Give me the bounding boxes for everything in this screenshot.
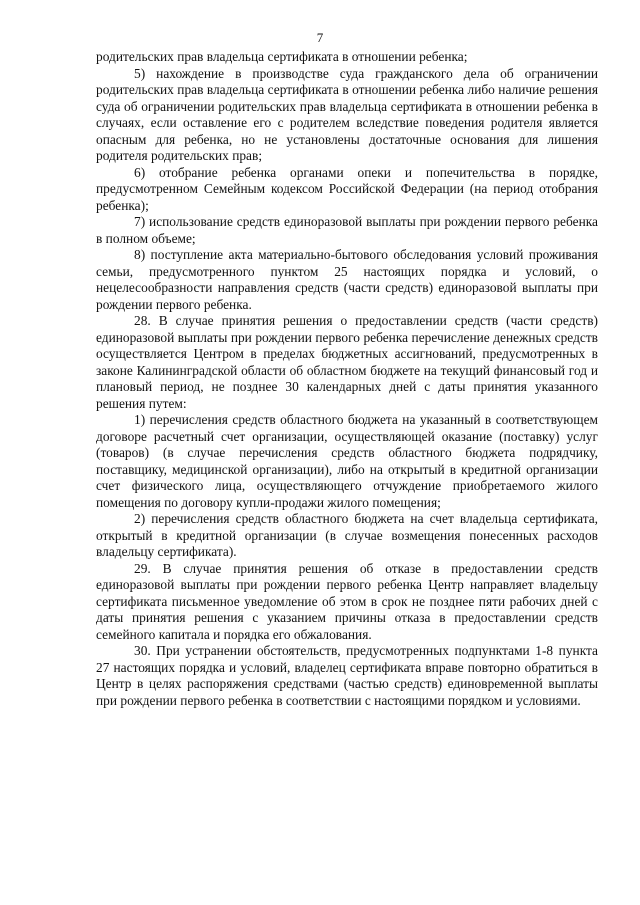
- paragraph-subitem-1: 1) перечисления средств областного бюджета на указанный в соответствующем договоре расчетный счет организации, осуществляющей оказание (поставку) услуг (товаров) (в случае перечисления средств областного бюджета подрядчику, поставщику, медицинской организации), либо на открытый в кредитной организации счет физического лица, осуществляющего отчуждение приобретаемого жилого помещения по договору купли-продажи жилого помещения;: [96, 412, 598, 510]
- paragraph-clause-30: 30. При устранении обстоятельств, предусмотренных подпунктами 1-8 пункта 27 настоящих порядка и условий, владелец сертификата вправе повторно обратиться в Центр в целях распоряжения средствами (частью средств) единовременной выплаты при рождении первого ребенка в соответствии с настоящими порядком и условиями.: [96, 643, 598, 708]
- paragraph-item-6: 6) отобрание ребенка органами опеки и попечительства в порядке, предусмотренном Семейным кодексом Российской Федерации (на период отобрания ребенка);: [96, 164, 598, 213]
- paragraph-clause-28: 28. В случае принятия решения о предоставлении средств (части средств) единоразовой выплаты при рождении первого ребенка перечисление денежных средств осуществляется Центром в пределах бюджетных ассигнований, предусмотренных в законе Калининградской области об областном бюджете на текущий финансовый год и плановый период, не позднее 30 календарных дней с даты принятия указанного решения путем:: [96, 313, 598, 411]
- paragraph-subitem-2: 2) перечисления средств областного бюджета на счет владельца сертификата, открытый в кредитной организации (в случае возмещения понесенных расходов владельцу сертификата).: [96, 511, 598, 559]
- paragraph-item-8: 8) поступление акта материально-бытового обследования условий проживания семьи, предусмотренного пунктом 25 настоящих порядка и условий, о нецелесообразности направления средств (части средств) единоразовой выплаты при рождении первого ребенка.: [96, 247, 598, 312]
- paragraph-item-5: 5) нахождение в производстве суда гражданского дела об ограничении родительских прав владельца сертификата в отношении ребенка либо наличие решения суда об ограничении родительских прав владельца сертификата в отношении ребенка в случаях, если оставление его с родителем вследствие поведения родителя является опасным для ребенка, но не установлены достаточные основания для лишения родителя родительских прав;: [96, 65, 598, 163]
- paragraph-continuation: родительских прав владельца сертификата в отношении ребенка;: [96, 49, 468, 64]
- document-body: [96, 49, 598, 709]
- paragraph-clause-29: 29. В случае принятия решения об отказе в предоставлении средств единоразовой выплаты при рождении первого ребенка Центр направляет владельцу сертификата письменное уведомление об этом в срок не позднее пяти рабочих дней с даты принятия решения с указанием причины отказа в предоставлении средств семейного капитала и порядка его обжалования.: [96, 560, 598, 642]
- page-number: 7: [316, 30, 324, 45]
- paragraph-item-7: 7) использование средств единоразовой выплаты при рождении первого ребенка в полном объеме;: [96, 214, 598, 246]
